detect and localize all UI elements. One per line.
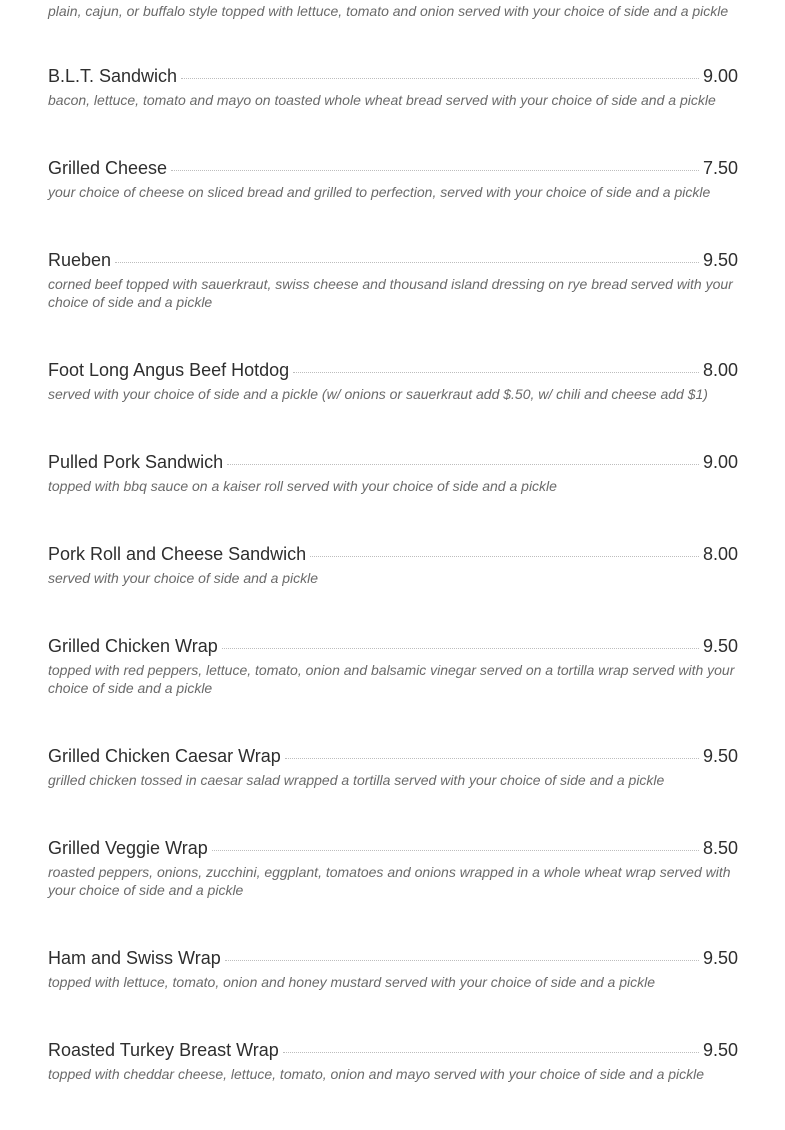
menu-item-price: 7.50 — [702, 158, 738, 178]
menu-item-description: served with your choice of side and a pickle — [48, 570, 319, 586]
menu-item-price: 8.00 — [702, 360, 738, 380]
menu-item-header — [48, 248, 738, 272]
menu-item-description: corned beef topped with sauerkraut, swiss cheese and thousand island dressing on rye bread served with your choice of side and a pickle — [48, 276, 733, 310]
menu-item — [48, 744, 738, 789]
menu-item-description: bacon, lettuce, tomato and mayo on toasted whole wheat bread served with your choice of side and a pickle — [48, 92, 716, 108]
menu-item-price: 9.50 — [702, 636, 738, 656]
menu-item-name: Roasted Turkey Breast Wrap — [48, 1040, 279, 1060]
menu-item-header — [48, 744, 738, 768]
menu-item — [48, 634, 738, 697]
dotted-leader — [283, 1052, 699, 1053]
menu-item — [48, 450, 738, 495]
menu-item-price: 9.50 — [702, 746, 738, 766]
menu-item — [48, 248, 738, 311]
menu-item-header — [48, 634, 738, 658]
menu-item-header — [48, 64, 738, 88]
menu-item-name: Grilled Cheese — [48, 158, 168, 178]
menu-item-name: B.L.T. Sandwich — [48, 66, 178, 86]
dotted-leader — [181, 78, 699, 79]
dotted-leader — [212, 850, 699, 851]
dotted-leader — [115, 262, 699, 263]
menu-item-description: roasted peppers, onions, zucchini, eggplant, tomatoes and onions wrapped in a whole wheat wrap served with your choice of side and a pickle — [48, 864, 731, 898]
menu-item-name: Pulled Pork Sandwich — [48, 452, 224, 472]
dotted-leader — [222, 648, 699, 649]
menu-item-price: 8.50 — [702, 838, 738, 858]
menu-item-price: 9.50 — [702, 1040, 738, 1060]
menu-item-price: 9.00 — [702, 66, 738, 86]
menu-item-name: Rueben — [48, 250, 112, 270]
dotted-leader — [285, 758, 699, 759]
menu-item-description: topped with red peppers, lettuce, tomato, onion and balsamic vinegar served on a tortilla wrap served with your choice of side and a pickle — [48, 662, 735, 696]
menu-item-header — [48, 358, 738, 382]
menu-list — [48, 64, 738, 1130]
menu-item-description: grilled chicken tossed in caesar salad wrapped a tortilla served with your choice of side and a pickle — [48, 772, 665, 788]
menu-item-header — [48, 946, 738, 970]
dotted-leader — [227, 464, 699, 465]
menu-item-description: served with your choice of side and a pickle (w/ onions or sauerkraut add $.50, w/ chili and cheese add $1) — [48, 386, 708, 402]
menu-item-description: topped with lettuce, tomato, onion and honey mustard served with your choice of side and a pickle — [48, 974, 656, 990]
menu-item — [48, 156, 738, 201]
previous-item-description: plain, cajun, or buffalo style topped with lettuce, tomato and onion served with your choice of side and a pickle — [48, 3, 729, 19]
menu-item-name: Grilled Chicken Wrap — [48, 636, 218, 656]
menu-item-price: 9.50 — [702, 250, 738, 270]
menu-item-header — [48, 1038, 738, 1062]
menu-item-name: Grilled Veggie Wrap — [48, 838, 208, 858]
dotted-leader — [171, 170, 699, 171]
menu-item-description: topped with cheddar cheese, lettuce, tomato, onion and mayo served with your choice of side and a pickle — [48, 1066, 705, 1082]
menu-item-header — [48, 836, 738, 860]
menu-item — [48, 542, 738, 587]
menu-item-price: 8.00 — [702, 544, 738, 564]
menu-item-name: Foot Long Angus Beef Hotdog — [48, 360, 290, 380]
menu-item-header — [48, 156, 738, 180]
menu-item-description: topped with bbq sauce on a kaiser roll served with your choice of side and a pickle — [48, 478, 557, 494]
dotted-leader — [310, 556, 699, 557]
menu-item — [48, 836, 738, 899]
menu-item-name: Grilled Chicken Caesar Wrap — [48, 746, 281, 766]
menu-item-price: 9.50 — [702, 948, 738, 968]
menu-item — [48, 946, 738, 991]
menu-item-name: Ham and Swiss Wrap — [48, 948, 221, 968]
dotted-leader — [293, 372, 699, 373]
menu-item — [48, 358, 738, 403]
menu-item-header — [48, 542, 738, 566]
menu-item-description: your choice of cheese on sliced bread and grilled to perfection, served with your choice of side and a pickle — [48, 184, 711, 200]
menu-item-price: 9.00 — [702, 452, 738, 472]
menu-item-header — [48, 450, 738, 474]
menu-item — [48, 1038, 738, 1083]
dotted-leader — [225, 960, 699, 961]
menu-item — [48, 64, 738, 109]
menu-item-name: Pork Roll and Cheese Sandwich — [48, 544, 307, 564]
